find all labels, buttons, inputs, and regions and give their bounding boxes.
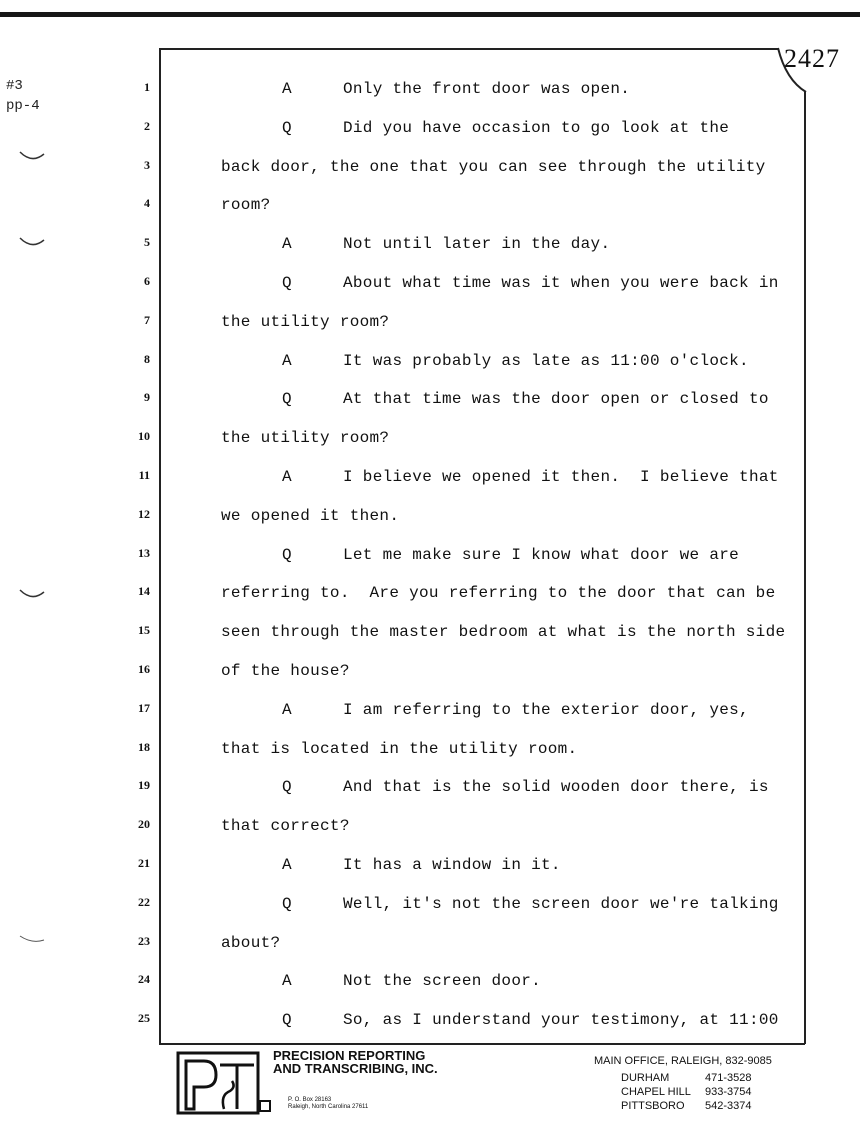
company-line-1: PRECISION REPORTING: [273, 1048, 426, 1063]
line-number: 13: [138, 545, 150, 560]
margin-note-pages: pp-4: [6, 98, 40, 114]
page-footer: [0, 1045, 860, 1123]
speaker-label: Q: [282, 1011, 292, 1030]
transcript-line-text: It has a window in it.: [343, 856, 561, 874]
margin-bracket-mark: [18, 234, 48, 250]
line-number: 9: [144, 390, 150, 405]
office-city: PITTSBORO: [621, 1100, 685, 1112]
transcript-line-text: seen through the master bedroom at what is the north side: [221, 623, 786, 642]
office-phone: 471-3528: [705, 1072, 752, 1084]
line-number: 2: [144, 118, 150, 133]
transcript-line-text: back door, the one that you can see through the utility: [221, 157, 766, 176]
speaker-label: A: [282, 972, 292, 991]
transcript-line-text: that correct?: [221, 817, 350, 836]
margin-bracket-mark: [18, 586, 48, 602]
speaker-label: Q: [282, 274, 292, 292]
line-number: 25: [138, 1011, 150, 1026]
speaker-label: Q: [282, 118, 292, 137]
line-number: 5: [144, 235, 150, 250]
office-city: DURHAM: [621, 1072, 670, 1084]
company-address: [288, 1097, 368, 1111]
office-phone: 933-3754: [705, 1086, 752, 1098]
transcript-line-text: the utility room?: [221, 312, 390, 331]
line-number: 3: [144, 157, 150, 172]
transcript-line-text: So, as I understand your testimony, at 11:00: [343, 1011, 779, 1030]
line-number: 16: [138, 662, 150, 676]
line-number: 10: [138, 429, 150, 444]
page-number: 2427: [784, 44, 840, 73]
frame-right-line: [804, 92, 806, 1044]
speaker-label: A: [282, 856, 292, 874]
speaker-label: A: [282, 80, 292, 98]
transcript-line-text: About what time was it when you were back in: [343, 274, 779, 292]
top-border-bar: [0, 12, 860, 17]
transcript-line-text: At that time was the door open or closed to: [343, 390, 769, 409]
margin-bracket-mark: [18, 932, 48, 946]
transcript-line-text: about?: [221, 933, 281, 952]
company-name: [273, 1049, 438, 1075]
transcript-line-text: Not until later in the day.: [343, 235, 611, 254]
speaker-label: A: [282, 468, 292, 486]
line-number: 1: [144, 80, 150, 94]
speaker-label: A: [282, 351, 292, 370]
line-number: 6: [144, 274, 150, 288]
line-number: 18: [138, 739, 150, 754]
transcript-line-text: referring to. Are you referring to the door that can be: [221, 584, 776, 603]
speaker-label: A: [282, 235, 292, 254]
line-number: 14: [138, 584, 150, 599]
line-number: 20: [138, 817, 150, 832]
transcript-line-text: And that is the solid wooden door there, is: [343, 778, 769, 797]
transcript-line-text: of the house?: [221, 662, 350, 680]
transcript-line-text: that is located in the utility room.: [221, 739, 578, 758]
transcript-line-text: Did you have occasion to go look at the: [343, 118, 730, 137]
line-number: 8: [144, 351, 150, 366]
line-number: 19: [138, 778, 150, 793]
speaker-label: Q: [282, 894, 292, 913]
office-phone: 542-3374: [705, 1100, 752, 1112]
transcript-line-text: Only the front door was open.: [343, 80, 631, 98]
address-line-1: P. O. Box 28163: [288, 1097, 332, 1103]
margin-note-tape: #3: [6, 78, 23, 94]
transcript-line-text: I am referring to the exterior door, yes,: [343, 700, 749, 719]
line-number: 4: [144, 196, 150, 211]
line-number: 7: [144, 312, 150, 327]
transcript-line-text: the utility room?: [221, 429, 390, 448]
line-number: 21: [138, 856, 150, 870]
transcript-line-text: Let me make sure I know what door we are: [343, 545, 740, 564]
frame-top-line: [159, 48, 779, 50]
line-number: 23: [138, 933, 150, 948]
line-number: 17: [138, 700, 150, 715]
line-number: 12: [138, 506, 150, 521]
address-line-2: Raleigh, North Carolina 27611: [288, 1104, 369, 1110]
main-office: MAIN OFFICE, RALEIGH, 832-9085: [594, 1055, 772, 1067]
frame-left-line: [159, 48, 161, 1044]
line-number: 22: [138, 894, 150, 909]
transcript-line-text: we opened it then.: [221, 506, 400, 525]
speaker-label: Q: [282, 778, 292, 797]
line-number: 11: [138, 468, 150, 482]
company-line-2: AND TRANSCRIBING, INC.: [273, 1061, 438, 1076]
transcript-line-text: I believe we opened it then. I believe that: [343, 468, 779, 486]
transcript-line-text: Well, it's not the screen door we're talking: [343, 894, 779, 913]
line-number: 15: [138, 623, 150, 638]
transcript-line-text: room?: [221, 196, 271, 215]
transcript-line-text: It was probably as late as 11:00 o'clock.: [343, 351, 749, 370]
speaker-label: A: [282, 700, 292, 719]
transcript-line-text: Not the screen door.: [343, 972, 542, 991]
speaker-label: Q: [282, 545, 292, 564]
office-city: CHAPEL HILL: [621, 1086, 691, 1098]
line-number: 24: [138, 972, 150, 987]
pt-logo-icon: [176, 1051, 272, 1115]
speaker-label: Q: [282, 390, 292, 409]
margin-bracket-mark: [18, 148, 48, 164]
